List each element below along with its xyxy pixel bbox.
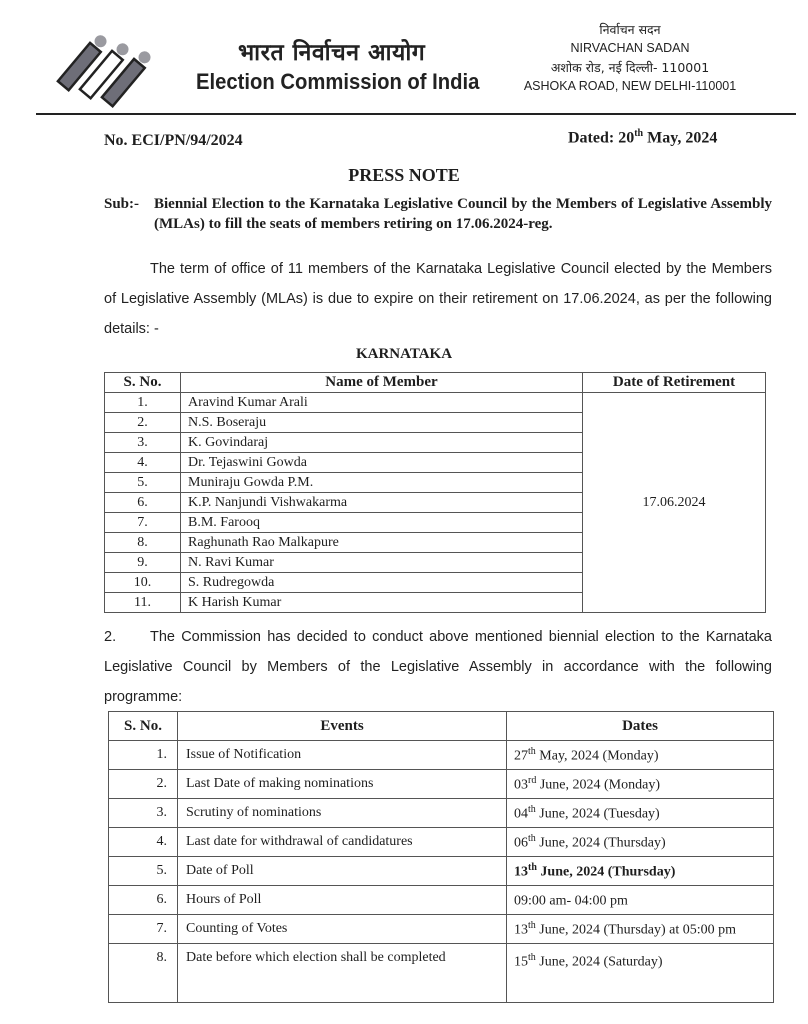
member-sno: 8. <box>105 533 181 553</box>
member-sno: 4. <box>105 453 181 473</box>
subject-text: Biennial Election to the Karnataka Legislative Council by the Members of Legislative Assembly (MLAs) to fill the seats of members retiring on 17.06.2024-reg. <box>154 196 772 232</box>
org-title-hindi: भारत निर्वाचन आयोग <box>238 40 426 66</box>
date-ordinal: th <box>528 803 536 815</box>
date-main: 15 <box>514 954 528 970</box>
member-sno: 2. <box>105 413 181 433</box>
schedule-table-header <box>109 712 774 741</box>
paragraph-2-text: The Commission has decided to conduct above mentioned biennial election to the Karnataka Legislative Council by Members of the Legislative Assembly in accordance with the following programme: <box>104 629 772 705</box>
dated-sup: th <box>634 128 644 139</box>
schedule-event: Counting of Votes <box>178 915 507 944</box>
date-ordinal: th <box>528 832 536 844</box>
address-line-2: NIRVACHAN SADAN <box>570 41 690 55</box>
schedule-row <box>109 770 774 799</box>
member-name: N.S. Boseraju <box>181 413 583 433</box>
schedule-date <box>507 915 774 944</box>
schedule-sno: 1. <box>109 741 178 770</box>
date-rest: May, 2024 (Monday) <box>535 748 659 764</box>
dated-suffix: May, 2024 <box>643 129 718 147</box>
date-ordinal: th <box>528 745 536 757</box>
member-sno: 9. <box>105 553 181 573</box>
date-ordinal: rd <box>528 774 537 786</box>
org-title-english: Election Commission of India <box>196 69 480 94</box>
date-rest: June, 2024 (Thursday) <box>536 864 676 880</box>
schedule-row <box>109 886 774 915</box>
member-name: Aravind Kumar Arali <box>181 393 583 413</box>
paragraph-2 <box>104 622 772 712</box>
member-sno: 5. <box>105 473 181 493</box>
address-block <box>520 20 740 96</box>
schedule-date <box>507 944 774 1003</box>
member-sno: 3. <box>105 433 181 453</box>
date-main: 27 <box>514 748 528 764</box>
eci-ballot-logo-icon <box>52 22 152 110</box>
schedule-table <box>108 711 774 1003</box>
member-name: N. Ravi Kumar <box>181 553 583 573</box>
schedule-date <box>507 741 774 770</box>
members-table <box>104 372 766 613</box>
header-sno: S. No. <box>105 373 181 393</box>
date-rest: June, 2024 (Tuesday) <box>535 806 660 822</box>
schedule-date <box>507 828 774 857</box>
schedule-sno: 7. <box>109 915 178 944</box>
schedule-sno: 6. <box>109 886 178 915</box>
header-divider <box>36 113 796 115</box>
state-heading: KARNATAKA <box>355 346 453 362</box>
schedule-event: Date before which election shall be completed <box>178 944 507 1003</box>
schedule-event: Date of Poll <box>178 857 507 886</box>
schedule-row <box>109 915 774 944</box>
header-sno: S. No. <box>109 712 178 741</box>
subject <box>104 194 772 234</box>
paragraph-1: The term of office of 11 members of the Karnataka Legislative Council elected by the Members of Legislative Assembly (MLAs) is due to expire on their retirement on 17.06.2024, as per the following details: - <box>104 261 772 337</box>
date-main: 04 <box>514 806 528 822</box>
retirement-date: 17.06.2024 <box>583 393 766 613</box>
address-line-hindi-1: निर्वाचन सदन <box>599 22 661 37</box>
member-sno: 11. <box>105 593 181 613</box>
schedule-date <box>507 857 774 886</box>
paragraph-2-number: 2. <box>104 629 117 645</box>
member-name: K. Govindaraj <box>181 433 583 453</box>
member-name: Muniraju Gowda P.M. <box>181 473 583 493</box>
date-rest: June, 2024 (Thursday) at 05:00 pm <box>535 922 737 938</box>
schedule-row <box>109 799 774 828</box>
date-main: 13 <box>514 922 528 938</box>
members-table-header <box>105 373 766 393</box>
date-rest: June, 2024 (Monday) <box>536 777 660 793</box>
subject-label: Sub:- <box>104 196 140 212</box>
member-sno: 10. <box>105 573 181 593</box>
dated-label <box>568 128 717 147</box>
date-ordinal: th <box>528 919 536 931</box>
member-row <box>105 393 766 413</box>
schedule-sno: 8. <box>109 944 178 1003</box>
member-sno: 7. <box>105 513 181 533</box>
schedule-sno: 3. <box>109 799 178 828</box>
date-main: 06 <box>514 835 528 851</box>
header-dates: Dates <box>507 712 774 741</box>
schedule-event: Scrutiny of nominations <box>178 799 507 828</box>
schedule-event: Issue of Notification <box>178 741 507 770</box>
schedule-date <box>507 770 774 799</box>
schedule-date <box>507 799 774 828</box>
address-line-4: ASHOKA ROAD, NEW DELHI-110001 <box>523 79 737 93</box>
date-main: 13 <box>514 864 528 880</box>
schedule-event: Hours of Poll <box>178 886 507 915</box>
schedule-row <box>109 828 774 857</box>
reference-number: No. ECI/PN/94/2024 <box>104 132 243 149</box>
header-name: Name of Member <box>181 373 583 393</box>
date-main: 09:00 am- 04:00 pm <box>514 893 628 909</box>
press-note-title: PRESS NOTE <box>348 165 460 185</box>
member-name: Raghunath Rao Malkapure <box>181 533 583 553</box>
member-sno: 6. <box>105 493 181 513</box>
date-ordinal: th <box>528 952 536 963</box>
schedule-event: Last Date of making nominations <box>178 770 507 799</box>
dated-prefix: Dated: 20 <box>568 129 635 147</box>
member-name: K Harish Kumar <box>181 593 583 613</box>
schedule-row <box>109 944 774 1003</box>
schedule-date <box>507 886 774 915</box>
date-rest: June, 2024 (Saturday) <box>535 954 663 970</box>
member-name: B.M. Farooq <box>181 513 583 533</box>
schedule-event: Last date for withdrawal of candidatures <box>178 828 507 857</box>
member-name: S. Rudregowda <box>181 573 583 593</box>
header-retirement: Date of Retirement <box>583 373 766 393</box>
date-main: 03 <box>514 777 528 793</box>
header-events: Events <box>178 712 507 741</box>
schedule-sno: 4. <box>109 828 178 857</box>
address-line-hindi-3: अशोक रोड, नई दिल्ली- 110001 <box>550 60 710 75</box>
member-name: K.P. Nanjundi Vishwakarma <box>181 493 583 513</box>
member-name: Dr. Tejaswini Gowda <box>181 453 583 473</box>
member-sno: 1. <box>105 393 181 413</box>
schedule-sno: 2. <box>109 770 178 799</box>
schedule-sno: 5. <box>109 857 178 886</box>
date-ordinal: th <box>528 861 537 873</box>
date-rest: June, 2024 (Thursday) <box>535 835 666 851</box>
schedule-row <box>109 741 774 770</box>
schedule-row <box>109 857 774 886</box>
